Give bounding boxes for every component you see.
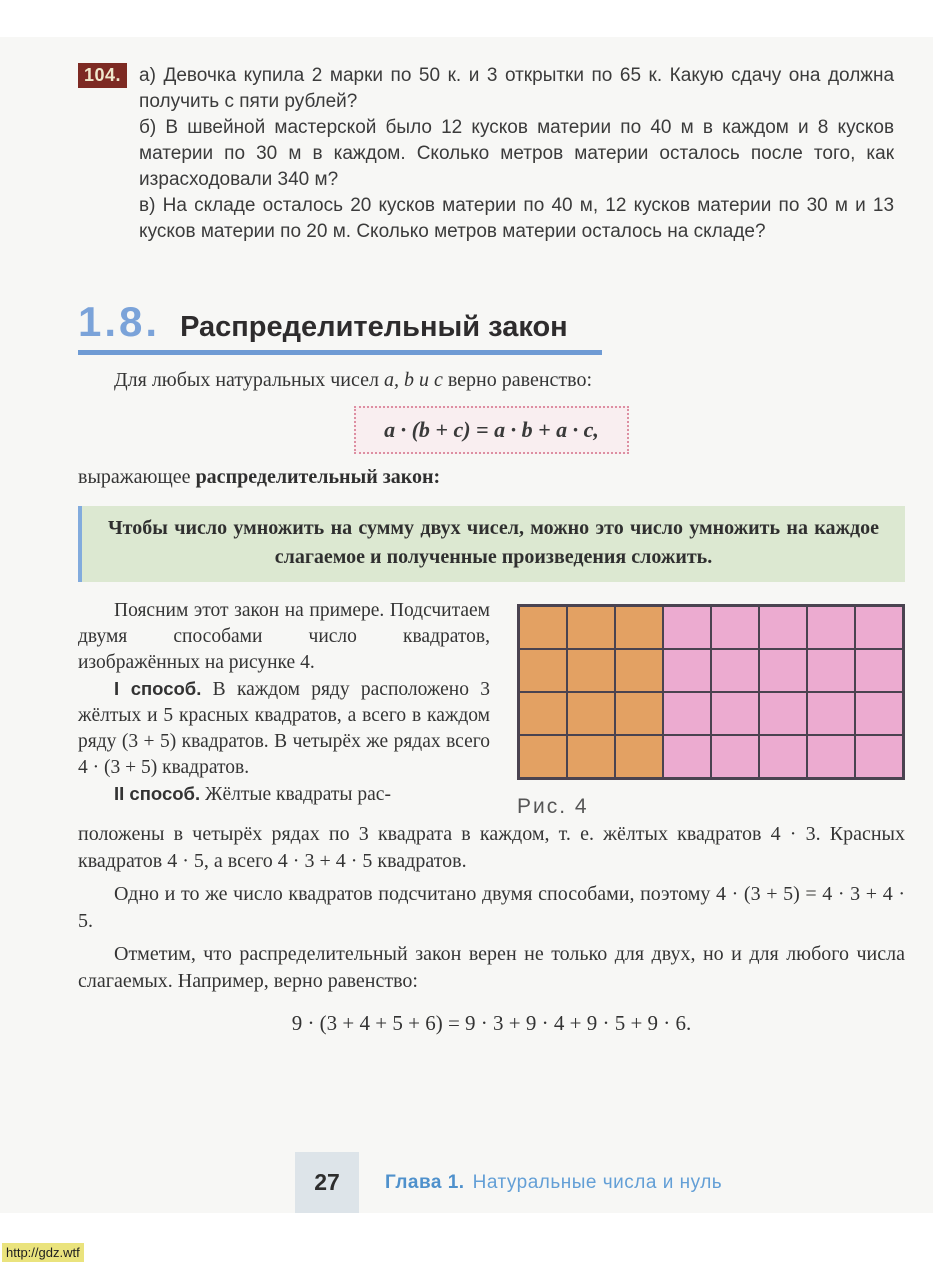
law-intro-suffix: верно равенство: bbox=[442, 369, 592, 391]
problem-number-badge: 104. bbox=[78, 63, 127, 88]
grid-cell bbox=[519, 692, 567, 735]
method1-label: I способ. bbox=[114, 678, 202, 699]
example-section bbox=[78, 598, 905, 819]
distributive-formula-box: a · (b + c) = a · b + a · c, bbox=[354, 406, 629, 454]
grid-cell bbox=[855, 692, 903, 735]
grid-cell bbox=[807, 649, 855, 692]
note-paragraph: Отметим, что распределительный закон верен не только для двух, но и для любого числа слагаемых. Например, верно равенство: bbox=[78, 943, 905, 992]
grid-cell bbox=[711, 735, 759, 778]
section-heading bbox=[78, 298, 602, 355]
problem-text bbox=[139, 63, 894, 245]
example-intro-paragraph: Поясним этот закон на примере. Подсчитаем двумя способами число квадратов, изображённых на рисунке 4. bbox=[78, 600, 490, 673]
conclusion-paragraph: Одно и то же число квадратов подсчитано двумя способами, поэтому 4 · (3 + 5) = 4 · 3 + 4 · 5. bbox=[78, 883, 905, 932]
grid-cell bbox=[807, 735, 855, 778]
section-title: Распределительный закон bbox=[180, 311, 568, 343]
grid-cell bbox=[567, 735, 615, 778]
grid-cell bbox=[567, 649, 615, 692]
grid-cell bbox=[663, 649, 711, 692]
grid-cell bbox=[711, 692, 759, 735]
law-intro bbox=[78, 367, 905, 394]
distributive-equation: 9 · (3 + 4 + 5 + 6) = 9 · 3 + 9 · 4 + 9 · 5 + 9 · 6. bbox=[291, 1011, 692, 1035]
grid-cell bbox=[807, 606, 855, 649]
watermark-url: http://gdz.wtf bbox=[2, 1243, 84, 1262]
grid-cell bbox=[663, 692, 711, 735]
grid-cell bbox=[615, 606, 663, 649]
grid-cell bbox=[855, 735, 903, 778]
problem-104 bbox=[78, 63, 905, 245]
grid-cell bbox=[759, 692, 807, 735]
grid-cell bbox=[519, 606, 567, 649]
figure-caption: Рис. 4 bbox=[517, 795, 589, 818]
grid-cell bbox=[663, 606, 711, 649]
grid-cell bbox=[855, 649, 903, 692]
rule-box: Чтобы число умножить на сумму двух чисел, можно это число умножить на каждое слагаемое и полученные произведения сложить. bbox=[78, 506, 905, 582]
section-number: 1.8. bbox=[78, 298, 161, 345]
method2-text-start: Жёлтые квадраты рас- bbox=[204, 784, 391, 805]
figure-4 bbox=[517, 598, 905, 819]
chapter-title: Натуральные числа и нуль bbox=[472, 1171, 723, 1193]
section-heading-row bbox=[78, 245, 905, 355]
grid-cell bbox=[711, 606, 759, 649]
law-expressing-prefix: выражающее bbox=[78, 466, 196, 488]
grid-cell bbox=[519, 735, 567, 778]
problem-part-a: а) Девочка купила 2 марки по 50 к. и 3 открытки по 65 к. Какую сдачу она должна получить с пяти рублей? bbox=[139, 65, 895, 112]
chapter-label: Глава 1. bbox=[385, 1171, 465, 1193]
grid-cell bbox=[615, 649, 663, 692]
method2-label: II способ. bbox=[114, 783, 201, 804]
grid-cell bbox=[759, 735, 807, 778]
law-expressing bbox=[78, 464, 905, 491]
method1-paragraph bbox=[78, 676, 490, 781]
method1-text: В каждом ряду расположено 3 жёлтых и 5 красных квадратов, а всего в каждом ряду (3 + 5) квадратов. В четырёх же рядах всего 4 · (3 + 5) квадратов. bbox=[78, 679, 490, 778]
grid-cell bbox=[615, 692, 663, 735]
method2-paragraph-continuation: положены в четырёх рядах по 3 квадрата в каждом, т. е. жёлтых квадратов 4 · 3. Красных квадратов 4 · 5, а всего 4 · 3 + 4 · 5 квадратов. bbox=[78, 823, 905, 872]
example-text-column bbox=[78, 598, 490, 819]
grid-cell bbox=[759, 649, 807, 692]
chapter-breadcrumb bbox=[385, 1172, 722, 1194]
grid-cell bbox=[567, 692, 615, 735]
problem-part-v: в) На складе осталось 20 кусков материи по 40 м, 12 кусков материи по 30 м и 13 кусков материи по 20 м. Сколько метров материи осталось на складе? bbox=[139, 195, 895, 242]
figure-grid bbox=[517, 604, 905, 780]
law-intro-variables: a, b и c bbox=[383, 369, 443, 391]
grid-cell bbox=[711, 649, 759, 692]
law-intro-prefix: Для любых натуральных чисел bbox=[114, 369, 384, 391]
grid-cell bbox=[807, 692, 855, 735]
page-number-box: 27 bbox=[295, 1152, 359, 1213]
grid-cell bbox=[759, 606, 807, 649]
page-footer bbox=[0, 1152, 933, 1213]
grid-cell bbox=[663, 735, 711, 778]
page-content bbox=[0, 37, 933, 1037]
law-expressing-bold: распределительный закон: bbox=[195, 466, 441, 488]
grid-cell bbox=[567, 606, 615, 649]
grid-cell bbox=[519, 649, 567, 692]
grid-cell bbox=[615, 735, 663, 778]
method2-paragraph-start bbox=[78, 781, 490, 808]
problem-part-b: б) В швейной мастерской было 12 кусков материи по 40 м в каждом и 8 кусков материи по 30 м в каждом. Сколько метров материи осталось после того, как израсходовали 340 м? bbox=[139, 117, 895, 190]
textbook-page bbox=[0, 37, 933, 1213]
grid-cell bbox=[855, 606, 903, 649]
